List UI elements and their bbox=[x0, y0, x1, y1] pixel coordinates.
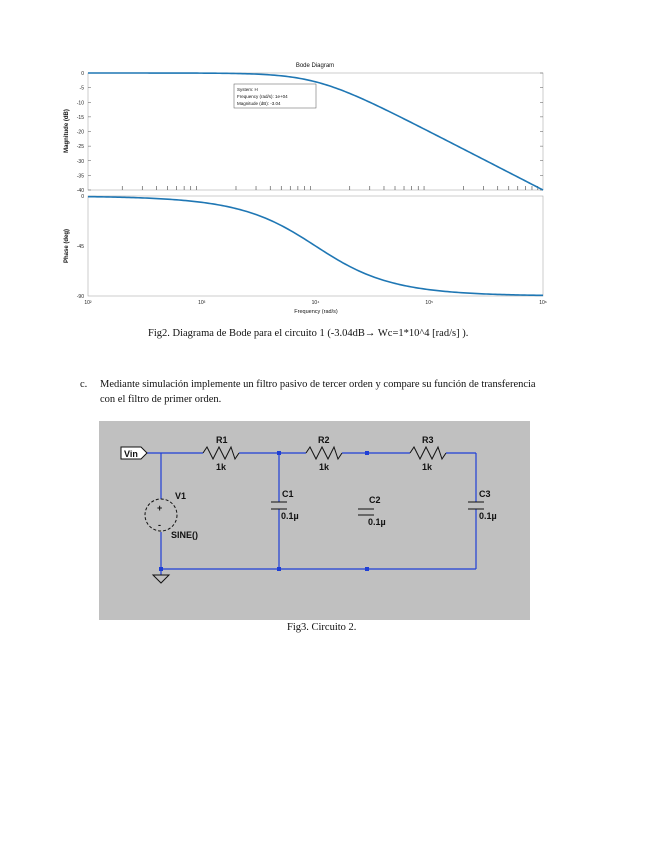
frequency-tick-label: 10³ bbox=[198, 300, 206, 306]
fig3-caption: Fig3. Circuito 2. bbox=[287, 622, 357, 633]
c1-value: 0.1µ bbox=[281, 511, 299, 521]
phase-ylabel: Phase (deg) bbox=[64, 228, 70, 264]
r2-label: R2 bbox=[318, 435, 330, 445]
fig2-caption: Fig2. Diagrama de Bode para el circuito 1 (-3.04dB→ Wc=1*10^4 [rad/s] ). bbox=[148, 328, 469, 339]
magnitude-ylabel: Magnitude (dB) bbox=[64, 109, 70, 153]
datatip-line1: System: H bbox=[237, 87, 258, 92]
datatip-line2: Frequency (rad/s): 1e+04 bbox=[237, 94, 288, 99]
magnitude-tick-label: -40 bbox=[76, 188, 84, 194]
item-c-line2: con el filtro de primer orden. bbox=[100, 394, 222, 405]
c2-label: C2 bbox=[369, 495, 381, 505]
c3-label: C3 bbox=[479, 489, 491, 499]
c1-label: C1 bbox=[282, 489, 294, 499]
c2-value: 0.1µ bbox=[368, 517, 386, 527]
magnitude-tick-label: -20 bbox=[76, 129, 84, 136]
c3-value: 0.1µ bbox=[479, 511, 497, 521]
item-c-line1: Mediante simulación implemente un filtro pasivo de tercer orden y compare su función de transferencia bbox=[100, 379, 536, 390]
item-c-marker: c. bbox=[80, 379, 88, 390]
magnitude-tick-label: -15 bbox=[76, 114, 84, 121]
vin-label: Vin bbox=[124, 449, 138, 459]
r3-value: 1k bbox=[422, 462, 433, 472]
frequency-tick-label: 10⁵ bbox=[425, 300, 434, 306]
vin-port bbox=[121, 447, 147, 459]
r2-value: 1k bbox=[319, 462, 330, 472]
schematic bbox=[99, 421, 530, 620]
source-plus: + bbox=[157, 503, 163, 513]
bode-figure bbox=[0, 0, 655, 320]
datatip bbox=[234, 84, 316, 108]
v1-label: V1 bbox=[175, 491, 187, 501]
frequency-xlabel: Frequency (rad/s) bbox=[294, 309, 338, 315]
bode-title: Bode Diagram bbox=[295, 63, 335, 69]
frequency-tick-label: 10⁴ bbox=[311, 300, 320, 306]
magnitude-tick-label: -30 bbox=[76, 158, 84, 165]
r3-label: R3 bbox=[422, 435, 434, 445]
magnitude-tick-label: 0 bbox=[81, 71, 84, 77]
source-minus: - bbox=[158, 520, 161, 530]
r1-value: 1k bbox=[216, 462, 227, 472]
r1-label: R1 bbox=[216, 435, 228, 445]
v1-value: SINE() bbox=[171, 530, 198, 540]
magnitude-tick-label: -25 bbox=[76, 144, 84, 151]
phase-tick-label: -45 bbox=[76, 244, 84, 250]
item-c-text bbox=[100, 377, 620, 407]
datatip-line3: Magnitude (dB): -3.04 bbox=[237, 101, 281, 106]
phase-tick-labels bbox=[77, 194, 84, 300]
magnitude-tick-label: -35 bbox=[76, 173, 84, 180]
phase-tick-label: -90 bbox=[76, 294, 84, 300]
frequency-tick-label: 10⁶ bbox=[539, 300, 547, 306]
frequency-tick-label: 10² bbox=[84, 300, 92, 306]
magnitude-tick-label: -5 bbox=[79, 85, 84, 92]
magnitude-tick-label: -10 bbox=[76, 100, 84, 107]
phase-tick-label: 0 bbox=[81, 194, 84, 200]
frequency-tick-labels bbox=[84, 300, 546, 306]
